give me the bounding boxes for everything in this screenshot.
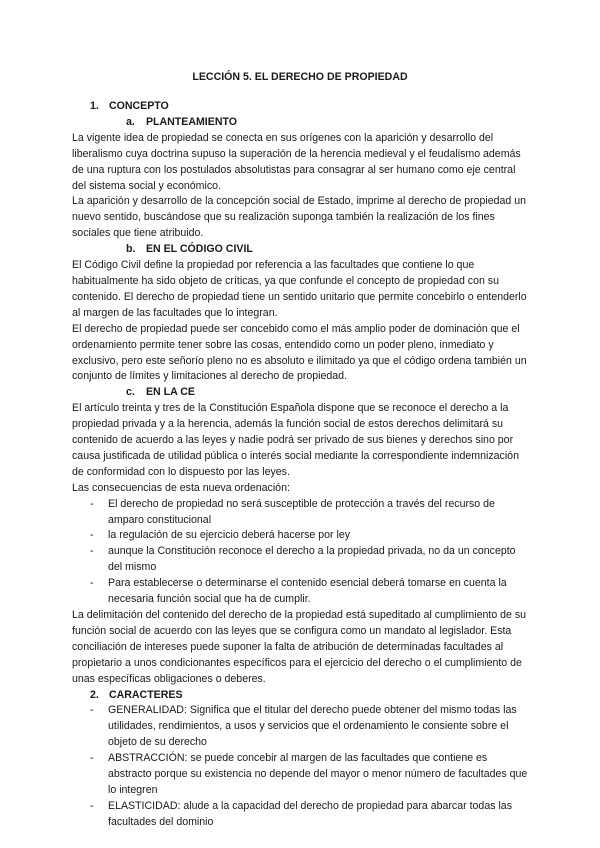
subsection-b-title: EN EL CÓDIGO CIVIL — [145, 243, 253, 256]
list-item-text: aunque la Constitución reconoce el derecho a la propiedad privada, no da un concepto del mismo — [108, 545, 516, 574]
list-item-text: Para establecerse o determinarse el contenido esencial deberá tomarse en cuenta la necesaria función social que ha de cumplir. — [108, 577, 507, 606]
section-1-number: 1. — [90, 100, 99, 112]
section-2-title: CARACTERES — [108, 688, 183, 701]
subsection-c-heading — [72, 385, 528, 401]
subsection-a-title: PLANTEAMIENTO — [145, 115, 237, 128]
paragraph: La delimitación del contenido del derecho de la propiedad está supeditado al cumplimiento de su función social de acuerdo con las leyes que se configura como un mandato al legislador. Esta conciliación de intereses puede suponer la falta de atribución de determinadas facultades al propietario a unos condicionantes específicos para el ejercicio del derecho o el cumplimiento de unas específicas obligaciones o deberes. — [72, 609, 527, 685]
dash-marker: - — [90, 545, 94, 558]
section-1-heading — [72, 99, 528, 115]
list-item — [72, 703, 528, 751]
list-item-text: GENERALIDAD: Significa que el titular del derecho puede obtener del mismo todas las utilidades, rendimientos, a usos y servicios que el ordenamiento le consiente sobre el objeto de su derecho — [108, 704, 517, 749]
characters-list — [72, 703, 528, 830]
dash-marker: - — [90, 752, 94, 765]
paragraph: La vigente idea de propiedad se conecta en sus orígenes con la aparición y desarrollo del liberalismo cuya doctrina supuso la superación de la herencia medieval y el feudalismo además de una ruptura con los postulados absolutistas para consagrar al ser humano como eje central del sistema social y económico. — [72, 131, 521, 192]
paragraph: El derecho de propiedad puede ser concebido como el más amplio poder de dominación que el ordenamiento permite tener sobre las cosas, entendido como un poder pleno, inmediato y exclusivo, pero este señorío pleno no es absoluto e ilimitado ya que el código ordena también un conjunto de límites y limitaciones al derecho de propiedad. — [72, 322, 527, 383]
subsection-a-letter: a. — [126, 115, 135, 128]
paragraph: El artículo treinta y tres de la Constitución Española dispone que se reconoce el derecho a la propiedad privada y a la herencia, además la función social de estos derechos delimitará su contenido de acuerdo a las leyes y nadie podrá ser privado de sus bienes y derechos sino por causa justificada de utilidad pública o interés social mediante la correspondiente indemnización de conformidad con lo dispuesto por las leyes. — [72, 402, 519, 478]
list-item-text: El derecho de propiedad no será susceptible de protección a través del recurso de amparo constitucional — [108, 497, 495, 526]
document-title: LECCIÓN 5. EL DERECHO DE PROPIEDAD — [192, 71, 408, 83]
subsection-b-letter: b. — [126, 243, 136, 256]
list-item-text: ABSTRACCIÓN: se puede concebir al margen de las facultades que contiene es abstracto porque su existencia no depende del mayor o menor número de facultades que lo integren — [108, 752, 528, 796]
consequences-list — [72, 497, 528, 608]
dash-marker: - — [90, 704, 94, 717]
list-item — [72, 544, 528, 576]
document-body — [72, 99, 528, 831]
dash-marker: - — [90, 497, 94, 510]
subsection-c-letter: c. — [126, 386, 135, 399]
dash-marker: - — [90, 577, 94, 590]
section-2-number: 2. — [90, 688, 99, 701]
paragraph: Las consecuencias de esta nueva ordenación: — [72, 481, 290, 494]
list-item-text: ELASTICIDAD: alude a la capacidad del derecho de propiedad para abarcar todas las facultades del dominio — [108, 799, 512, 828]
subsection-a-heading — [72, 115, 528, 131]
subsection-c-title: EN LA CE — [145, 386, 196, 399]
list-item — [72, 576, 528, 608]
list-item — [72, 497, 528, 529]
paragraph: La aparición y desarrollo de la concepción social de Estado, imprime al derecho de propiedad un nuevo sentido, buscándose que su realización suponga también la realización de los fines sociales que tiene atribuido. — [72, 195, 527, 240]
dash-marker: - — [90, 529, 94, 542]
list-item — [72, 528, 528, 544]
section-1-title: CONCEPTO — [108, 100, 169, 112]
dash-marker: - — [90, 799, 94, 812]
list-item — [72, 799, 528, 831]
list-item-text: la regulación de su ejercicio deberá hacerse por ley — [108, 529, 351, 542]
paragraph: El Código Civil define la propiedad por referencia a las facultades que contiene lo que habitualmente ha sido objeto de críticas, ya que confunde el concepto de propiedad con su contenido. El derecho de propiedad tiene un sentido unitario que permite concebirlo o entenderlo al margen de las facultades que lo integran. — [72, 259, 527, 319]
section-2-heading — [72, 688, 528, 704]
subsection-b-heading — [72, 242, 528, 258]
list-item — [72, 751, 528, 799]
